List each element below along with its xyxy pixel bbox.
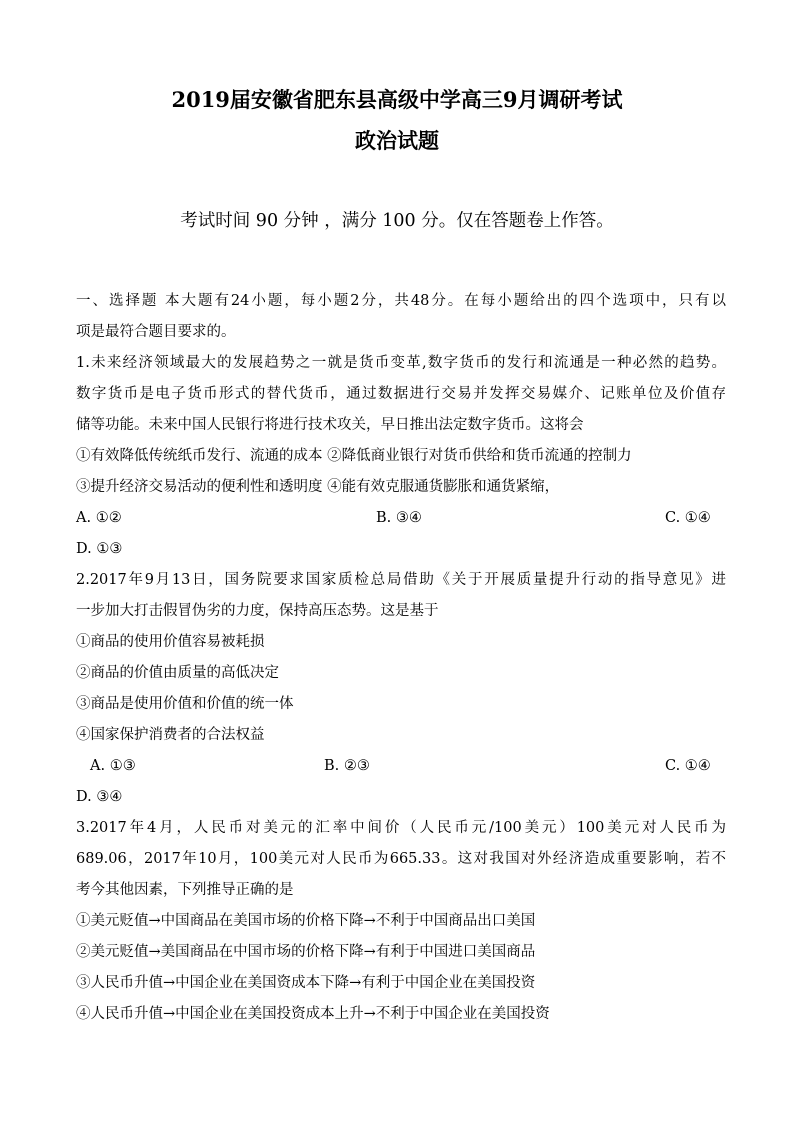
question-2-option-b: B. ②③ bbox=[324, 758, 370, 774]
section-instructions-line-2: 项是最符合题目要求的。 bbox=[76, 324, 236, 340]
question-2-item-3: ③商品是使用价值和价值的统一体 bbox=[76, 696, 294, 712]
exam-title: 2019届安徽省肥东县高级中学高三9月调研考试 bbox=[171, 87, 623, 112]
question-2-stem-line-2: 一步加大打击假冒伪劣的力度，保持高压态势。这是基于 bbox=[76, 603, 439, 619]
exam-subject: 政治试题 bbox=[355, 128, 439, 153]
question-3-stem-line-2: 689.06，2017年10月，100美元对人民币为665.33。这对我国对外经济造成重要影响，若不 bbox=[76, 851, 726, 867]
question-1-option-a: A. ①② bbox=[76, 510, 122, 526]
question-3-item-3: ③人民币升值→中国企业在美国资成本下降→有利于中国企业在美国投资 bbox=[76, 975, 536, 991]
section-instructions-line-1: 一、选择题 本大题有24小题，每小题2分，共48分。在每小题给出的四个选项中，只有以 bbox=[76, 293, 726, 309]
question-1-options bbox=[76, 503, 726, 534]
question-1-item-line-1: ①有效降低传统纸币发行、流通的成本 ②降低商业银行对货币供给和货币流通的控制力 bbox=[76, 448, 632, 464]
question-1-stem-line-1: 1.未来经济领域最大的发展趋势之一就是货币变革,数字货币的发行和流通是一种必然的趋势。 bbox=[76, 355, 726, 371]
question-2-option-a: A. ①③ bbox=[90, 758, 136, 774]
question-1-option-c: C. ①④ bbox=[665, 510, 711, 526]
question-3-item-1: ①美元贬值→中国商品在美国市场的价格下降→不利于中国商品出口美国 bbox=[76, 913, 536, 929]
question-2-item-1: ①商品的使用价值容易被耗损 bbox=[76, 634, 265, 650]
question-1-stem-line-2: 数字货币是电子货币形式的替代货币，通过数据进行交易并发挥交易媒介、记账单位及价值存 bbox=[76, 386, 726, 402]
question-1-option-d: D. ①③ bbox=[76, 541, 123, 557]
question-2-item-4: ④国家保护消费者的合法权益 bbox=[76, 727, 265, 743]
question-2-option-c: C. ①④ bbox=[665, 758, 711, 774]
exam-body bbox=[76, 286, 726, 1030]
question-2-option-d: D. ③④ bbox=[76, 789, 123, 805]
question-3-stem-line-3: 考今其他因素，下列推导正确的是 bbox=[76, 882, 294, 898]
question-1-item-line-2: ③提升经济交易活动的便利性和透明度 ④能有效克服通货膨胀和通货紧缩， bbox=[76, 479, 560, 495]
question-3-item-2: ②美元贬值→美国商品在中国市场的价格下降→有利于中国进口美国商品 bbox=[76, 944, 536, 960]
question-3-item-4: ④人民币升值→中国企业在美国投资成本上升→不利于中国企业在美国投资 bbox=[76, 1006, 550, 1022]
question-3-stem-line-1: 3.2017年4月，人民币对美元的汇率中间价（人民币元/100美元）100美元对人民币为 bbox=[76, 820, 726, 836]
question-1-stem-line-3: 储等功能。未来中国人民银行将进行技术攻关，早日推出法定数字货币。这将会 bbox=[76, 417, 584, 433]
question-1-option-b: B. ③④ bbox=[376, 510, 422, 526]
exam-info: 考试时间 90 分钟 ，满分 100 分。仅在答题卷上作答。 bbox=[180, 211, 614, 231]
question-2-stem-line-1: 2.2017年9月13日，国务院要求国家质检总局借助《关于开展质量提升行动的指导意见》进 bbox=[76, 572, 726, 588]
question-2-item-2: ②商品的价值由质量的高低决定 bbox=[76, 665, 279, 681]
question-2-options bbox=[76, 751, 726, 782]
